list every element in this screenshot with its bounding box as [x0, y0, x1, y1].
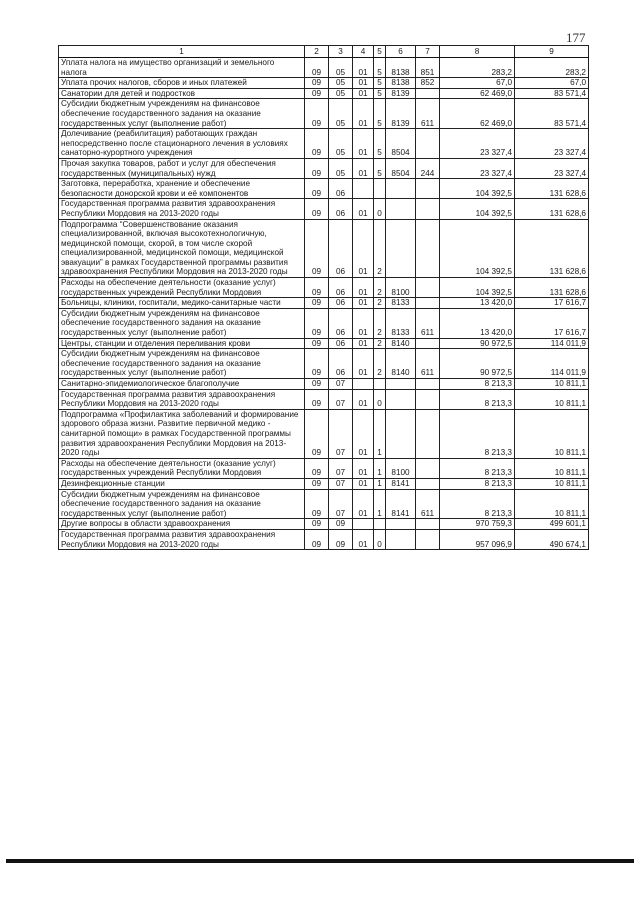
column-header: 1 — [59, 46, 305, 58]
row-expense-type-code — [416, 519, 440, 530]
row-section-code: 09 — [305, 458, 329, 478]
row-subprogram-code — [374, 179, 386, 199]
table-row — [59, 199, 589, 219]
column-header: 2 — [305, 46, 329, 58]
row-target-code — [386, 409, 416, 458]
row-name: Уплата прочих налогов, сборов и иных платежей — [59, 78, 305, 89]
row-amount-year-2: 131 628,6 — [515, 199, 589, 219]
row-subprogram-code: 5 — [374, 88, 386, 99]
row-expense-type-code: 244 — [416, 158, 440, 178]
table-row — [59, 489, 589, 519]
table-row — [59, 379, 589, 390]
row-program-code: 01 — [353, 298, 374, 309]
table-row — [59, 409, 589, 458]
row-subsection-code: 09 — [329, 519, 353, 530]
row-subprogram-code: 5 — [374, 58, 386, 78]
row-subsection-code: 05 — [329, 58, 353, 78]
row-amount-year-1: 13 420,0 — [440, 308, 515, 338]
row-amount-year-1: 23 327,4 — [440, 129, 515, 159]
row-program-code: 01 — [353, 158, 374, 178]
row-amount-year-1: 8 213,3 — [440, 489, 515, 519]
row-name: Расходы на обеспечение деятельности (оказание услуг) государственных учреждений Республики Мордовия — [59, 278, 305, 298]
row-section-code: 09 — [305, 129, 329, 159]
row-section-code: 09 — [305, 88, 329, 99]
row-amount-year-2: 23 327,4 — [515, 129, 589, 159]
table-row — [59, 88, 589, 99]
row-subprogram-code — [374, 519, 386, 530]
row-subprogram-code: 2 — [374, 308, 386, 338]
row-subsection-code: 07 — [329, 458, 353, 478]
row-target-code: 8140 — [386, 338, 416, 349]
row-section-code: 09 — [305, 409, 329, 458]
row-subprogram-code: 2 — [374, 338, 386, 349]
row-subsection-code: 07 — [329, 478, 353, 489]
row-amount-year-1: 8 213,3 — [440, 409, 515, 458]
row-subsection-code: 05 — [329, 158, 353, 178]
row-subprogram-code: 2 — [374, 349, 386, 379]
row-section-code: 09 — [305, 99, 329, 129]
row-subsection-code: 06 — [329, 298, 353, 309]
row-name: Заготовка, переработка, хранение и обеспечение безопасности донорской крови и её компонентов — [59, 179, 305, 199]
row-target-code — [386, 219, 416, 278]
row-expense-type-code: 611 — [416, 99, 440, 129]
table-row — [59, 338, 589, 349]
row-amount-year-2: 10 811,1 — [515, 379, 589, 390]
row-subsection-code: 06 — [329, 278, 353, 298]
row-amount-year-2: 131 628,6 — [515, 278, 589, 298]
row-expense-type-code: 611 — [416, 349, 440, 379]
row-target-code: 8133 — [386, 298, 416, 309]
row-section-code: 09 — [305, 338, 329, 349]
row-subprogram-code: 0 — [374, 389, 386, 409]
row-section-code: 09 — [305, 298, 329, 309]
row-program-code: 01 — [353, 489, 374, 519]
row-program-code: 01 — [353, 99, 374, 129]
row-amount-year-1: 13 420,0 — [440, 298, 515, 309]
row-program-code: 01 — [353, 308, 374, 338]
row-name: Субсидии бюджетным учреждениям на финансовое обеспечение государственного задания на оказание государственных услуг (выполнение работ) — [59, 489, 305, 519]
row-subprogram-code: 2 — [374, 298, 386, 309]
table-row — [59, 458, 589, 478]
row-target-code: 8139 — [386, 88, 416, 99]
row-expense-type-code — [416, 529, 440, 549]
row-name: Центры, станции и отделения переливания крови — [59, 338, 305, 349]
row-subsection-code: 06 — [329, 308, 353, 338]
row-expense-type-code: 611 — [416, 489, 440, 519]
row-name: Санитарно-эпидемиологическое благополучие — [59, 379, 305, 390]
bottom-rule — [6, 859, 634, 863]
row-amount-year-2: 83 571,4 — [515, 99, 589, 129]
row-section-code: 09 — [305, 219, 329, 278]
row-target-code: 8139 — [386, 99, 416, 129]
row-target-code — [386, 199, 416, 219]
row-program-code: 01 — [353, 338, 374, 349]
row-expense-type-code — [416, 199, 440, 219]
row-amount-year-2: 283,2 — [515, 58, 589, 78]
row-name: Подпрограмма “Совершенствование оказания специализированной, включая высокотехнологичную, медицинской помощи, скорой, в том числе скорой специализированной, медицинской помощи, медицинской эвакуации” в рамках Государственной программы развития здравоохранения Республики Мордовия на 2013-2020 годы — [59, 219, 305, 278]
row-amount-year-1: 104 392,5 — [440, 199, 515, 219]
table-row — [59, 158, 589, 178]
row-amount-year-2: 10 811,1 — [515, 409, 589, 458]
row-amount-year-1: 970 759,3 — [440, 519, 515, 530]
row-amount-year-2: 10 811,1 — [515, 458, 589, 478]
table-row — [59, 478, 589, 489]
row-amount-year-1: 104 392,5 — [440, 219, 515, 278]
row-section-code: 09 — [305, 158, 329, 178]
row-subprogram-code: 1 — [374, 478, 386, 489]
row-program-code: 01 — [353, 58, 374, 78]
row-target-code: 8140 — [386, 349, 416, 379]
row-name: Санатории для детей и подростков — [59, 88, 305, 99]
row-amount-year-1: 23 327,4 — [440, 158, 515, 178]
row-program-code: 01 — [353, 478, 374, 489]
row-amount-year-1: 8 213,3 — [440, 478, 515, 489]
row-subsection-code: 06 — [329, 338, 353, 349]
row-program-code: 01 — [353, 389, 374, 409]
row-name: Государственная программа развития здравоохранения Республики Мордовия на 2013-2020 годы — [59, 389, 305, 409]
row-expense-type-code — [416, 379, 440, 390]
table-row — [59, 278, 589, 298]
row-program-code: 01 — [353, 88, 374, 99]
row-program-code: 01 — [353, 219, 374, 278]
row-section-code: 09 — [305, 389, 329, 409]
row-expense-type-code — [416, 338, 440, 349]
row-target-code: 8504 — [386, 129, 416, 159]
table-row — [59, 349, 589, 379]
row-program-code — [353, 519, 374, 530]
row-expense-type-code — [416, 88, 440, 99]
table-row — [59, 99, 589, 129]
row-subprogram-code — [374, 379, 386, 390]
row-amount-year-2: 114 011,9 — [515, 338, 589, 349]
row-subprogram-code: 1 — [374, 489, 386, 519]
row-expense-type-code — [416, 219, 440, 278]
row-name: Государственная программа развития здравоохранения Республики Мордовия на 2013-2020 годы — [59, 529, 305, 549]
row-target-code: 8138 — [386, 78, 416, 89]
row-section-code: 09 — [305, 379, 329, 390]
row-target-code — [386, 379, 416, 390]
row-section-code: 09 — [305, 489, 329, 519]
row-amount-year-2: 83 571,4 — [515, 88, 589, 99]
row-program-code: 01 — [353, 199, 374, 219]
row-section-code: 09 — [305, 349, 329, 379]
row-program-code: 01 — [353, 458, 374, 478]
row-subprogram-code: 1 — [374, 458, 386, 478]
column-header: 5 — [374, 46, 386, 58]
row-section-code: 09 — [305, 58, 329, 78]
table-row — [59, 58, 589, 78]
row-subprogram-code: 1 — [374, 409, 386, 458]
column-header: 8 — [440, 46, 515, 58]
row-amount-year-2: 131 628,6 — [515, 219, 589, 278]
row-amount-year-2: 10 811,1 — [515, 389, 589, 409]
row-target-code: 8133 — [386, 308, 416, 338]
row-name: Долечивание (реабилитация) работающих граждан непосредственно после стационарного лечения в условиях санаторно-курортного учреждения — [59, 129, 305, 159]
row-subsection-code: 05 — [329, 99, 353, 129]
row-name: Больницы, клиники, госпитали, медико-санитарные части — [59, 298, 305, 309]
column-header: 6 — [386, 46, 416, 58]
row-amount-year-1: 283,2 — [440, 58, 515, 78]
row-target-code: 8141 — [386, 478, 416, 489]
row-subsection-code: 05 — [329, 78, 353, 89]
table-row — [59, 78, 589, 89]
row-program-code — [353, 379, 374, 390]
row-section-code: 09 — [305, 179, 329, 199]
row-expense-type-code — [416, 478, 440, 489]
row-expense-type-code — [416, 129, 440, 159]
row-amount-year-1: 8 213,3 — [440, 458, 515, 478]
row-subprogram-code: 5 — [374, 99, 386, 129]
row-subsection-code: 07 — [329, 489, 353, 519]
row-amount-year-2: 10 811,1 — [515, 489, 589, 519]
table-row — [59, 389, 589, 409]
row-subprogram-code: 5 — [374, 78, 386, 89]
row-expense-type-code — [416, 278, 440, 298]
row-section-code: 09 — [305, 478, 329, 489]
row-expense-type-code — [416, 389, 440, 409]
row-amount-year-2: 131 628,6 — [515, 179, 589, 199]
row-amount-year-2: 17 616,7 — [515, 308, 589, 338]
row-subprogram-code: 0 — [374, 199, 386, 219]
row-amount-year-2: 17 616,7 — [515, 298, 589, 309]
row-section-code: 09 — [305, 529, 329, 549]
row-target-code — [386, 389, 416, 409]
row-amount-year-1: 8 213,3 — [440, 379, 515, 390]
row-amount-year-2: 67,0 — [515, 78, 589, 89]
row-section-code: 09 — [305, 308, 329, 338]
row-amount-year-1: 104 392,5 — [440, 179, 515, 199]
row-expense-type-code — [416, 298, 440, 309]
row-amount-year-2: 10 811,1 — [515, 478, 589, 489]
row-subsection-code: 07 — [329, 389, 353, 409]
row-amount-year-2: 114 011,9 — [515, 349, 589, 379]
row-program-code: 01 — [353, 409, 374, 458]
row-amount-year-2: 499 601,1 — [515, 519, 589, 530]
row-subsection-code: 06 — [329, 349, 353, 379]
row-name: Подпрограмма «Профилактика заболеваний и формирование здорового образа жизни. Развитие первичной медико - санитарной помощи» в рамках Государственной программы развития здравоохранения Республики Мордовия на 2013-2020 годы — [59, 409, 305, 458]
row-name: Субсидии бюджетным учреждениям на финансовое обеспечение государственного задания на оказание государственных услуг (выполнение работ) — [59, 99, 305, 129]
row-subsection-code: 07 — [329, 379, 353, 390]
row-target-code — [386, 529, 416, 549]
row-amount-year-1: 957 096,9 — [440, 529, 515, 549]
row-amount-year-1: 90 972,5 — [440, 338, 515, 349]
row-subsection-code: 07 — [329, 409, 353, 458]
row-amount-year-1: 8 213,3 — [440, 389, 515, 409]
row-expense-type-code: 611 — [416, 308, 440, 338]
row-subprogram-code: 2 — [374, 219, 386, 278]
table-row — [59, 529, 589, 549]
page-number: 177 — [566, 30, 586, 45]
row-target-code: 8138 — [386, 58, 416, 78]
row-section-code: 09 — [305, 519, 329, 530]
row-name: Дезинфекционные станции — [59, 478, 305, 489]
row-program-code: 01 — [353, 278, 374, 298]
column-header-row — [59, 46, 589, 58]
row-program-code: 01 — [353, 129, 374, 159]
row-name: Субсидии бюджетным учреждениям на финансовое обеспечение государственного задания на оказание государственных услуг (выполнение работ) — [59, 308, 305, 338]
row-program-code: 01 — [353, 529, 374, 549]
row-subsection-code: 05 — [329, 88, 353, 99]
row-amount-year-1: 62 469,0 — [440, 99, 515, 129]
row-expense-type-code — [416, 409, 440, 458]
row-section-code: 09 — [305, 78, 329, 89]
table-row — [59, 219, 589, 278]
row-expense-type-code — [416, 179, 440, 199]
column-header: 4 — [353, 46, 374, 58]
row-subprogram-code: 2 — [374, 278, 386, 298]
row-name: Субсидии бюджетным учреждениям на финансовое обеспечение государственного задания на оказание государственных услуг (выполнение работ) — [59, 349, 305, 379]
row-program-code: 01 — [353, 78, 374, 89]
row-subprogram-code: 0 — [374, 529, 386, 549]
row-name: Прочая закупка товаров, работ и услуг для обеспечения государственных (муниципальных) нужд — [59, 158, 305, 178]
row-subsection-code: 06 — [329, 219, 353, 278]
budget-table — [58, 45, 589, 550]
row-subsection-code: 06 — [329, 199, 353, 219]
row-target-code: 8141 — [386, 489, 416, 519]
row-subsection-code: 09 — [329, 529, 353, 549]
row-target-code: 8504 — [386, 158, 416, 178]
row-subsection-code: 06 — [329, 179, 353, 199]
row-section-code: 09 — [305, 278, 329, 298]
row-amount-year-1: 67,0 — [440, 78, 515, 89]
column-header: 9 — [515, 46, 589, 58]
row-target-code — [386, 179, 416, 199]
row-amount-year-1: 62 469,0 — [440, 88, 515, 99]
row-amount-year-1: 104 392,5 — [440, 278, 515, 298]
row-expense-type-code — [416, 458, 440, 478]
row-expense-type-code: 851 — [416, 58, 440, 78]
row-name: Уплата налога на имущество организаций и земельного налога — [59, 58, 305, 78]
column-header: 7 — [416, 46, 440, 58]
row-name: Государственная программа развития здравоохранения Республики Мордовия на 2013-2020 годы — [59, 199, 305, 219]
row-name: Расходы на обеспечение деятельности (оказание услуг) государственных учреждений Республики Мордовия — [59, 458, 305, 478]
column-header: 3 — [329, 46, 353, 58]
table-row — [59, 179, 589, 199]
row-subsection-code: 05 — [329, 129, 353, 159]
row-target-code — [386, 519, 416, 530]
table-row — [59, 308, 589, 338]
table-row — [59, 519, 589, 530]
row-section-code: 09 — [305, 199, 329, 219]
row-amount-year-2: 23 327,4 — [515, 158, 589, 178]
row-program-code — [353, 179, 374, 199]
row-amount-year-1: 90 972,5 — [440, 349, 515, 379]
table-row — [59, 129, 589, 159]
row-program-code: 01 — [353, 349, 374, 379]
row-target-code: 8100 — [386, 278, 416, 298]
table-row — [59, 298, 589, 309]
row-subprogram-code: 5 — [374, 129, 386, 159]
row-expense-type-code: 852 — [416, 78, 440, 89]
row-name: Другие вопросы в области здравоохранения — [59, 519, 305, 530]
row-subprogram-code: 5 — [374, 158, 386, 178]
row-target-code: 8100 — [386, 458, 416, 478]
row-amount-year-2: 490 674,1 — [515, 529, 589, 549]
